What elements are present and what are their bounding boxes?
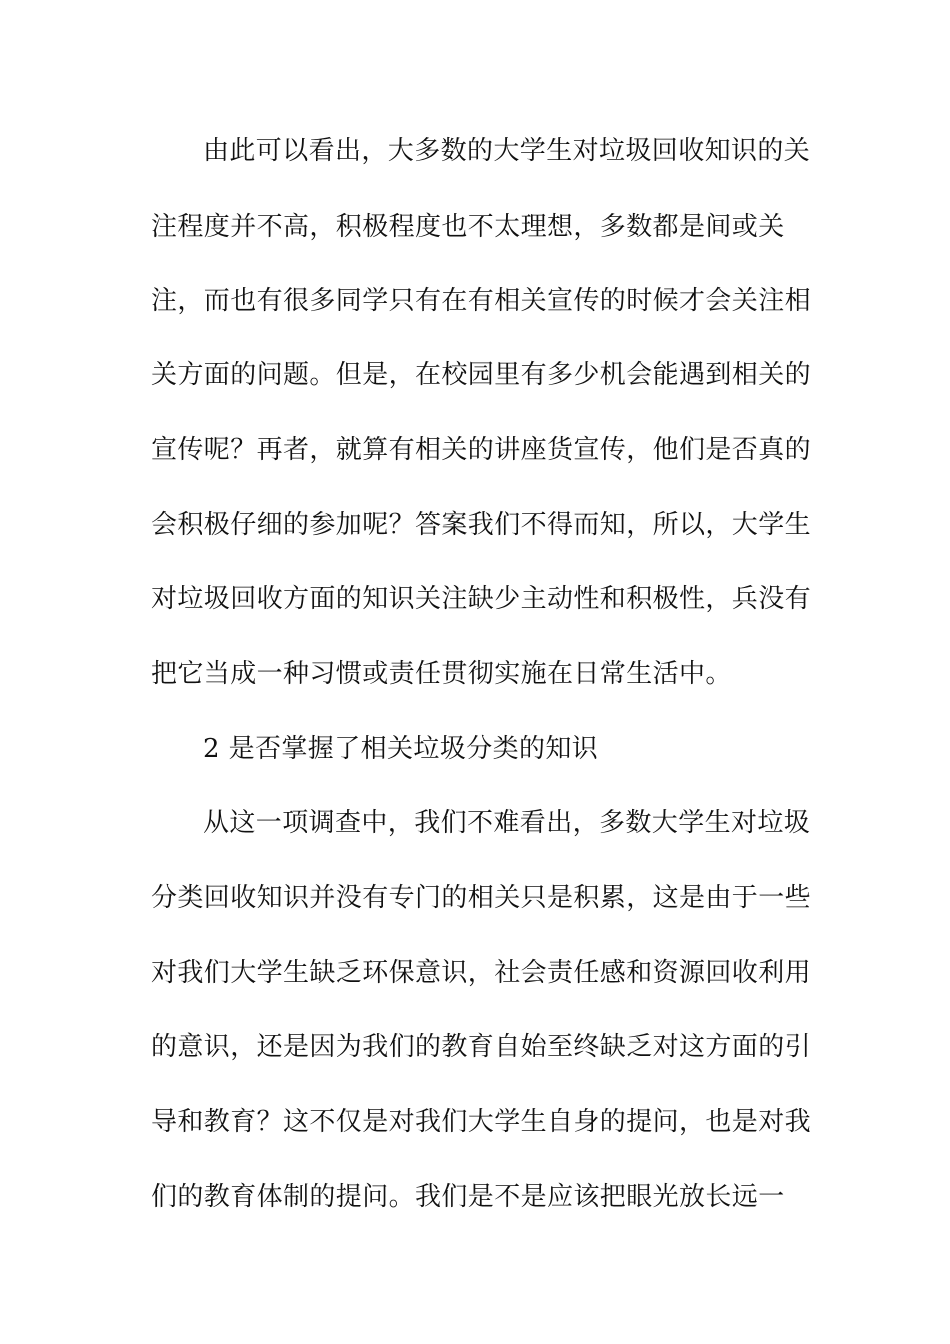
- paragraph-line: 对垃圾回收方面的知识关注缺少主动性和积极性，兵没有: [151, 584, 812, 614]
- paragraph-line: 由此可以看出，大多数的大学生对垃圾回收知识的关: [203, 136, 811, 166]
- paragraph-line: 导和教育？这不仅是对我们大学生自身的提问，也是对我: [151, 1107, 812, 1137]
- paragraph-line: 的意识，还是因为我们的教育自始至终缺乏对这方面的引: [151, 1032, 812, 1062]
- paragraph-line: 把它当成一种习惯或责任贯彻实施在日常生活中。: [151, 659, 732, 689]
- paragraph-line: 宣传呢？再者，就算有相关的讲座货宣传，他们是否真的: [151, 435, 812, 465]
- paragraph-line: 分类回收知识并没有专门的相关只是积累，这是由于一些: [151, 883, 812, 913]
- paragraph-line: 关方面的问题。但是，在校园里有多少机会能遇到相关的: [151, 360, 812, 390]
- section-heading: 2 是否掌握了相关垃圾分类的知识: [203, 734, 599, 764]
- paragraph-line: 注程度并不高，积极程度也不太理想，多数都是间或关: [151, 212, 785, 242]
- paragraph-line: 对我们大学生缺乏环保意识，社会责任感和资源回收利用: [151, 958, 812, 988]
- paragraph-line: 会积极仔细的参加呢？答案我们不得而知，所以，大学生: [151, 510, 812, 540]
- paragraph-line: 从这一项调查中，我们不难看出，多数大学生对垃圾: [203, 808, 811, 838]
- paragraph-line: 注，而也有很多同学只有在有相关宣传的时候才会关注相: [151, 286, 812, 316]
- paragraph-line: 们的教育体制的提问。我们是不是应该把眼光放长远一: [151, 1182, 785, 1212]
